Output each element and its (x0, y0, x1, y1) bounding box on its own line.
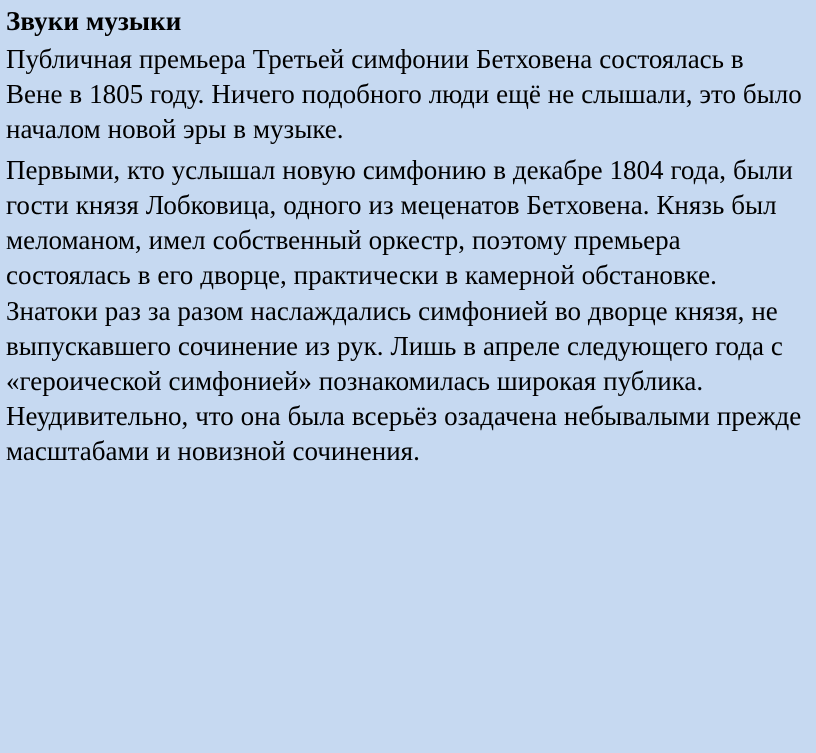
page-title: Звуки музыки (6, 6, 182, 36)
paragraph-2: Первыми, кто услышал новую симфонию в декабре 1804 года, были гости князя Лобковица, одного из меценатов Бетховена. Князь был меломаном, имел собственный оркестр, поэтому премьера состоялась в его дворце, практически в камерной обстановке. Знатоки раз за разом наслаждались симфонией во дворце князя, не выпускавшего сочинение из рук. Лишь в апреле следующего года с «героической симфонией» познакомилась широкая публика. Неудивительно, что она была всерьёз озадачена небывалыми прежде масштабами и новизной сочинения. (6, 155, 802, 466)
paragraph-1: Публичная премьера Третьей симфонии Бетховена состоялась в Вене в 1805 году. Ничего подобного люди ещё не слышали, это было началом новой эры в музыке. (6, 43, 802, 145)
